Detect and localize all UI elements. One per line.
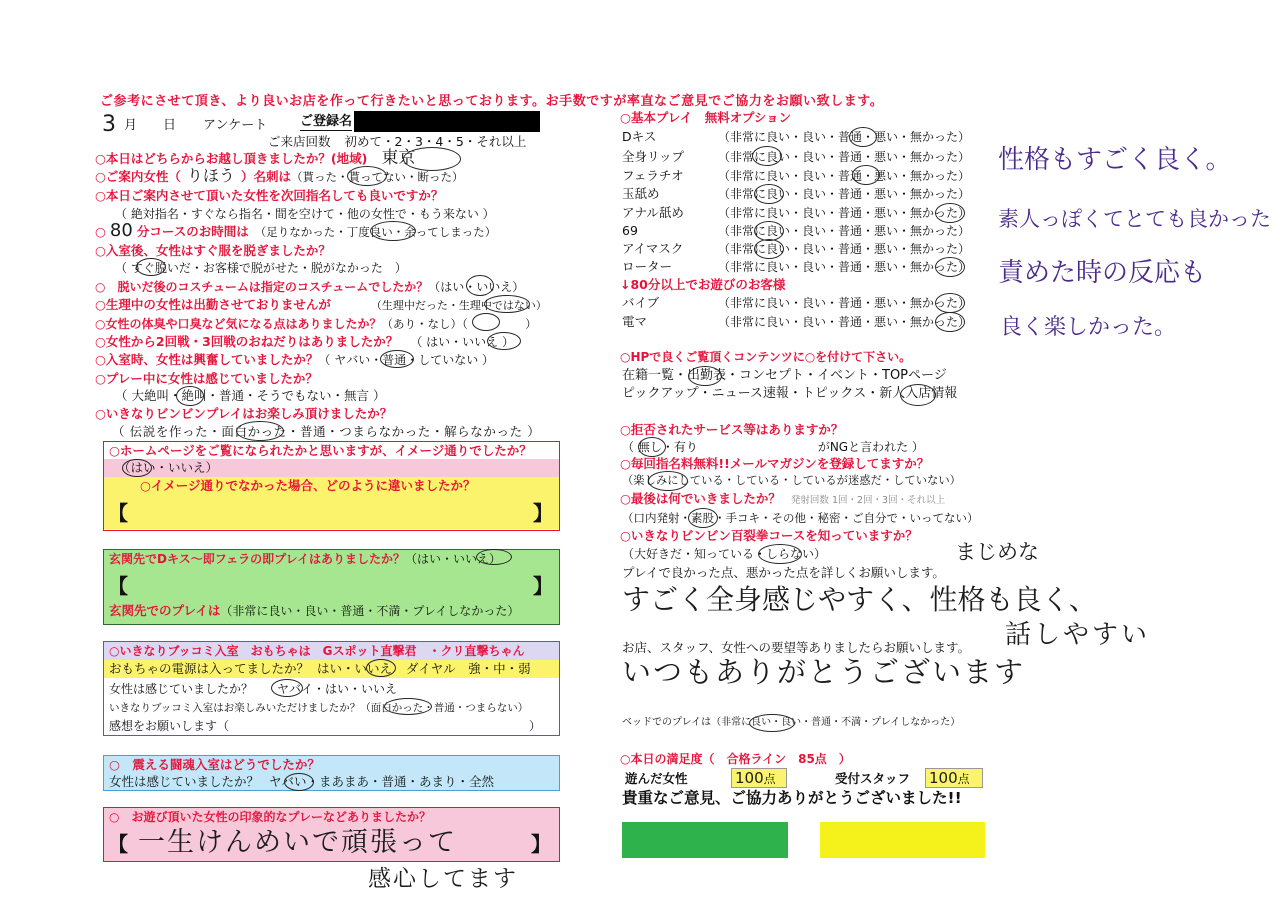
intro-text: ご参考にさせて頂き、より良いお店を作って行きたいと思っております。お手数ですが率直なご意見でご協力をお願い致します。: [100, 94, 884, 109]
handwritten-circle: [752, 146, 782, 166]
play-label-d-kiss: Dキス: [622, 129, 657, 144]
impression-answer-handwritten: 一生けんめいで頑張って: [138, 827, 457, 858]
request-label: お店、スタッフ、女性への要望等ありましたらお願いします。: [622, 640, 971, 655]
bracket-close: 】: [533, 501, 553, 525]
handwritten-circle: [638, 437, 666, 457]
handwritten-circle: [466, 275, 494, 296]
handwritten-circle: [749, 714, 795, 732]
handwritten-circle: [380, 350, 414, 368]
play-label-eye-mask: アイマスク: [622, 241, 684, 256]
course-question: ○いきなりビンビン百裂拳コースを知っていますか？: [620, 528, 918, 543]
toy-feel-row: [104, 679, 559, 698]
q-excited-text: ○入室時、女性は興奮していましたか？: [95, 352, 319, 367]
handwritten-circle: [754, 184, 784, 204]
q-guide-card-text: ）名刺は: [240, 169, 291, 184]
play-label-anal: アナル舐め: [622, 205, 684, 220]
play-rating-rotor: （非常に良い・良い・普通・悪い・無かった）: [718, 260, 971, 274]
handwritten-circle: [754, 239, 784, 259]
handwritten-circle: [484, 295, 530, 313]
handwritten-circle: [849, 127, 877, 147]
impression-extra-handwritten: 感心してます: [368, 866, 518, 892]
staff-score-handwritten: 100: [929, 769, 958, 787]
bracket-open: 【: [108, 832, 128, 856]
play-label-vibe: バイブ: [622, 295, 660, 310]
impression-box: [103, 807, 560, 862]
handwritten-circle: [136, 258, 166, 276]
girl-score-label: 遊んだ女性: [625, 771, 688, 786]
a-guide-handwritten: りほう: [186, 166, 235, 185]
toy-power-question: おもちゃの電源は入ってましたか？: [109, 661, 310, 676]
o-feel: （ 大絶叫・絶叫・普通・そうでもない・無言 ）: [115, 388, 386, 403]
entrance-rating-row: [104, 603, 559, 621]
homepage-box: [103, 441, 560, 531]
bracket-open: 【: [108, 501, 128, 525]
a-area-handwritten: 東京: [381, 148, 416, 168]
finish-question: ○最後は何でいきましたか？: [620, 491, 781, 506]
finish-count: 発射回数 1回・2回・3回・それ以上: [790, 495, 946, 506]
note-line-4: 良く楽しかった。: [1000, 315, 1177, 340]
refused-options: （ 無し・有り がNGと言われた ）: [622, 440, 924, 454]
o-costume: （はい・いいえ）: [428, 280, 525, 294]
bracket-close: 】: [533, 574, 553, 598]
toy-comment-open: 感想をお願いします（: [109, 719, 230, 733]
thanks-text: 貴重なご意見、ご協力ありがとうございました!!: [622, 789, 962, 807]
day-label: 日: [163, 118, 177, 133]
toy-power-row: [104, 660, 559, 678]
refused-question: ○拒否されたサービス等はありますか？: [620, 422, 844, 437]
month-label: 月: [124, 118, 138, 133]
toy-title: ○いきなりブッコミ入室 おもちゃは Gスポット直撃君 ・クリ直撃ちゃん: [104, 642, 559, 660]
play-rating-d-kiss: （非常に良い・良い・普通・悪い・無かった）: [718, 130, 971, 144]
o-undress: （ すぐ脱いだ・お客様で脱がせた・脱がなかった ）: [115, 261, 407, 275]
handwritten-circle: [852, 165, 880, 185]
q-course-text: 分コースのお時間は: [136, 224, 249, 239]
handwritten-circle: [347, 166, 387, 186]
survey-label: アンケート: [203, 118, 268, 133]
play-rating-anal: （非常に良い・良い・普通・悪い・無かった）: [718, 206, 971, 220]
mail-question: ○毎回指名料無料!!メールマガジンを登録してますか？: [620, 456, 930, 471]
impression-answer-row: [104, 825, 559, 861]
q-binbin: ○いきなりビンビンプレイはお楽しみ頂けましたか？: [95, 406, 393, 421]
q-course-prefix: ○: [95, 224, 106, 239]
handwritten-circle: [487, 332, 521, 350]
handwritten-circle: [688, 508, 718, 528]
o-odor: （あり・なし）（ ）: [381, 317, 537, 331]
hp-content-line-1: 在籍一覧・出勤表・コンセプト・イベント・TOPページ: [622, 368, 947, 383]
mail-options: （楽しみにしている・している・しているが迷惑だ・していない）: [622, 474, 961, 487]
o-course: （足りなかった・丁度良い・余ってしまった）: [254, 225, 497, 239]
staff-score-label: 受付スタッフ: [835, 771, 911, 786]
handwritten-circle: [648, 471, 688, 491]
yellow-swatch: [820, 822, 985, 858]
q-odor-text: ○女性の体臭や口臭など気になる点はありましたか？: [95, 317, 382, 331]
tremble-question: ○ 震える闘魂入室はどうでしたか？: [109, 757, 320, 772]
o-period: （生理中だった・生理中ではない）: [370, 299, 547, 312]
o-guide-card: （貰った・貰ってない・断った）: [290, 170, 464, 184]
o-renominate: （ 絶対指名・すぐなら指名・間を空けて・他の女性で・もう来ない ）: [115, 207, 495, 221]
handwritten-circle: [472, 313, 500, 331]
tremble-feel-options: ヤバい・まあまあ・普通・あまり・全然: [269, 774, 495, 789]
play-label-full-body-lip: 全身リップ: [622, 149, 685, 164]
basic-play-title: ○基本プレイ 無料オプション: [620, 110, 792, 125]
tremble-feel-row: [104, 774, 559, 791]
handwritten-circle: [935, 257, 965, 277]
homepage-question: ○ホームページをご覧になられたかと思いますが、イメージ通りでしたか？: [104, 442, 559, 460]
girl-score-handwritten: 100: [735, 769, 764, 787]
impression-question: ○ お遊び頂いた女性の印象的なプレーなどありましたか？: [109, 810, 431, 824]
redaction-box: [354, 111, 540, 132]
good-bad-handwritten-1: まじめな: [955, 540, 1039, 564]
month-handwritten: 3: [102, 112, 116, 137]
q-undress: ○入室後、女性はすぐ服を脱ぎましたか？: [95, 243, 331, 258]
homepage-question-2: ○イメージ通りでなかった場合、どのように違いましたか？: [104, 477, 559, 495]
q-renominate: ○本日ご案内させて頂いた女性を次回指名しても良いですか？: [95, 188, 444, 203]
bed-play-rating: ベッドでのプレイは（非常に良い・良い・普通・不満・プレイしなかった）: [622, 717, 961, 728]
play-rating-69: （非常に良い・良い・普通・悪い・無かった）: [718, 224, 971, 238]
toy-box: [103, 641, 560, 736]
handwritten-circle: [900, 384, 936, 406]
entrance-rating-question: 玄関先でのプレイは: [109, 603, 221, 618]
handwritten-circle: [935, 312, 965, 332]
toy-enjoy: いきなりブッコミ入室はお楽しみいただけましたか？（面白かった・普通・つまらない）: [109, 702, 529, 714]
play-label-fellatio: フェラチオ: [622, 168, 684, 183]
q-odor: [95, 316, 537, 332]
o-binbin: （ 伝説を作った・面白かった・普通・つまらなかった・解らなかった ）: [112, 424, 541, 439]
toy-power-options: はい・いいえ: [317, 661, 393, 676]
handwritten-circle: [935, 203, 965, 223]
handwritten-circle: [476, 549, 512, 565]
visit-count-options: 初めて・2・3・4・5・それ以上: [344, 134, 527, 149]
handwritten-circle: [122, 459, 152, 477]
play-label-tamaname: 玉舐め: [622, 186, 660, 201]
request-handwritten: いつもありがとうございます: [622, 655, 1026, 689]
tremble-feel-question: 女性は感じていましたか？: [109, 774, 260, 789]
note-line-2: 素人っぽくてとても良かった: [998, 207, 1271, 231]
toy-dial: ダイヤル 強・中・弱: [406, 661, 531, 676]
toy-feel-question: 女性は感じていましたか？: [109, 682, 254, 696]
handwritten-circle: [236, 421, 284, 441]
o-excited: （ ヤバい・普通・していない ）: [318, 353, 495, 367]
play-rating-vibe: （非常に良い・良い・普通・悪い・無かった）: [718, 296, 971, 310]
play-rating-eye-mask: （非常に良い・良い・普通・悪い・無かった）: [718, 242, 971, 256]
entrance-answer-area: [104, 568, 559, 600]
q-area: [95, 150, 415, 167]
q-guide: [95, 168, 463, 185]
q-course: [95, 220, 497, 241]
entrance-options: （はい・いいえ）: [405, 552, 502, 566]
good-bad-handwritten-2: すごく全身感じやすく、性格も良く、: [622, 583, 1097, 616]
toy-comment-close: ）: [529, 719, 542, 733]
note-line-1: 性格もすごく良く。: [998, 145, 1232, 175]
handwritten-circle: [176, 386, 204, 406]
play-label-denma: 電マ: [622, 314, 648, 329]
visit-count-label: ご来店回数: [268, 134, 331, 149]
finish-question-row: [620, 491, 945, 509]
finish-options: （口内発射・素股・手コキ・その他・秘密・ご自分で・いってない）: [622, 511, 979, 525]
handwritten-circle: [271, 679, 303, 697]
handwritten-circle: [403, 147, 461, 171]
play-rating-denma: （非常に良い・良い・普通・悪い・無かった）: [718, 315, 971, 329]
play-rating-tamaname: （非常に良い・良い・普通・悪い・無かった）: [718, 187, 971, 201]
handwritten-circle: [754, 221, 784, 241]
q-costume-text: ○ 脱いだ後のコスチュームは指定のコスチュームでしたか？: [95, 280, 429, 294]
tremble-box: [103, 755, 560, 791]
hp-content-line-2: ピックアップ・ニュース速報・トピックス・新人入店情報: [622, 386, 958, 401]
good-bad-label: プレイで良かった点、悪かった点を詳しくお願いします。: [622, 565, 945, 580]
q-period-text: ○生理中の女性は出勤させておりませんが: [95, 297, 331, 312]
note-line-3: 責めた時の反応も: [998, 258, 1207, 288]
handwritten-circle: [758, 544, 802, 564]
over-80min-note: ↓80分以上でお遊びのお客様: [620, 277, 786, 292]
q-rounds-text: ○女性から2回戦・3回戦のおねだりはありましたか？: [95, 334, 399, 349]
bracket-close: 】: [531, 832, 551, 856]
girl-score-box: [731, 768, 787, 788]
play-rating-fellatio: （非常に良い・良い・普通・悪い・無かった）: [718, 169, 971, 183]
staff-score-box: [925, 768, 983, 788]
q-period: [95, 297, 547, 314]
registered-name-label: ご登録名: [300, 114, 353, 129]
o-rounds: （ はい・いいえ ）: [410, 335, 514, 349]
green-swatch: [622, 822, 788, 858]
handwritten-circle: [366, 659, 396, 677]
homepage-options: （はい・いいえ）: [104, 459, 559, 477]
handwritten-circle: [370, 221, 416, 241]
toy-feel-options: ヤバイ・はい・いいえ: [277, 682, 398, 696]
entrance-question: 玄関先でDキス〜即フェラの即プレイはありましたか？: [109, 552, 406, 566]
handwritten-circle: [935, 293, 965, 313]
bracket-open: 【: [108, 574, 128, 598]
q-rounds: [95, 334, 514, 350]
handwritten-circle: [688, 366, 722, 386]
staff-score-unit: 点: [957, 772, 970, 786]
girl-score-unit: 点: [763, 772, 776, 786]
hp-content-question: ○HPで良くご覧頂くコンテンツに○を付けて下さい。: [620, 350, 912, 364]
q-feel: ○プレー中に女性は感じていましたか？: [95, 371, 318, 386]
toy-comment-row: [104, 717, 559, 735]
q-area-text: ○本日はどちらからお越し頂きましたか？(地域): [95, 151, 368, 166]
good-bad-handwritten-3: 話しやすい: [1005, 620, 1151, 650]
satisfaction-question: ○本日の満足度（ 合格ライン 85点 ）: [620, 752, 851, 766]
q-excited: [95, 352, 494, 368]
play-rating-full-body-lip: （非常に良い・良い・普通・悪い・無かった）: [718, 150, 971, 164]
q-costume: [95, 279, 524, 295]
course-options: （大好きだ・知っている・しらない）: [622, 547, 827, 561]
handwritten-circle: [384, 698, 432, 715]
handwritten-circle: [284, 773, 314, 791]
homepage-answer-area: [104, 495, 559, 529]
q-guide-text: ○ご案内女性（: [95, 169, 181, 184]
play-label-69: 69: [622, 223, 638, 238]
a-course-minutes-handwritten: 80: [109, 220, 133, 241]
entrance-rating-options: （非常に良い・良い・普通・不満・プレイしなかった）: [220, 604, 520, 618]
play-label-rotor: ローター: [622, 259, 673, 274]
